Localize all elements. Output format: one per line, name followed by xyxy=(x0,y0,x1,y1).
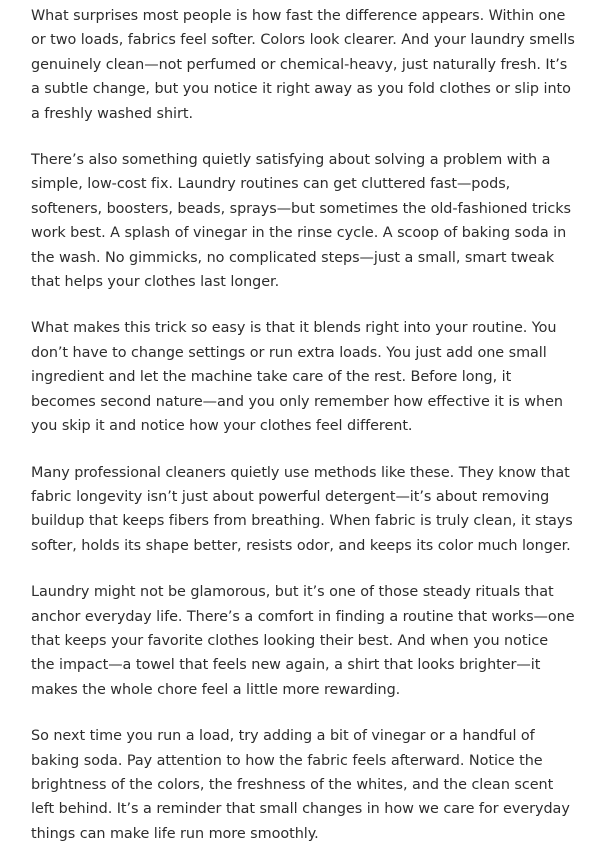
paragraph-next-time: So next time you run a load, try adding a bit of vinegar or a handful of baking soda. Pay attention to how the fabric feels afterward. Notice the brightness of the colors, the freshness of the whites, and the clean scent left behind. It’s a reminder that small changes in how we care for everyday things can make life run more smoothly. xyxy=(31,728,570,842)
paragraph-low-cost-fix: There’s also something quietly satisfying about solving a problem with a simple, low-cost fix. Laundry routines can get cluttered fast—pods, softeners, boosters, beads, sprays—but sometimes the old-fashioned tricks work best. A splash of vinegar in the rinse cycle. A scoop of baking soda in the wash. No gimmicks, no complicated steps—just a small, smart tweak that helps your clothes last longer. xyxy=(31,152,571,291)
paragraph-easy-routine: What makes this trick so easy is that it blends right into your routine. You don’t have to change settings or run extra loads. You just add one small ingredient and let the machine take care of the rest. Before long, it becomes second nature—and you only remember how effective it is when you skip it and notice how your clothes feel different. xyxy=(31,320,563,435)
paragraph-fast-results: What surprises most people is how fast the difference appears. Within one or two loads, fabrics feel softer. Colors look clearer. And your laundry smells genuinely clean—not perfumed or chemical-heavy, just naturally fresh. It’s a subtle change, but you notice it right away as you fold clothes or slip into a freshly washed shirt. xyxy=(31,8,575,122)
article-body xyxy=(31,4,576,868)
paragraph-laundry-ritual: Laundry might not be glamorous, but it’s one of those steady rituals that anchor everyday life. There’s a comfort in finding a routine that works—one that keeps your favorite clothes looking their best. And when you notice the impact—a towel that feels new again, a shirt that looks brighter—it makes the whole chore feel a little more rewarding. xyxy=(31,584,575,698)
paragraph-professional-cleaners: Many professional cleaners quietly use methods like these. They know that fabric longevity isn’t just about powerful detergent—it’s about removing buildup that keeps fibers from breathing. When fabric is truly clean, it stays softer, holds its shape better, resists odor, and keeps its color much longer. xyxy=(31,464,573,554)
